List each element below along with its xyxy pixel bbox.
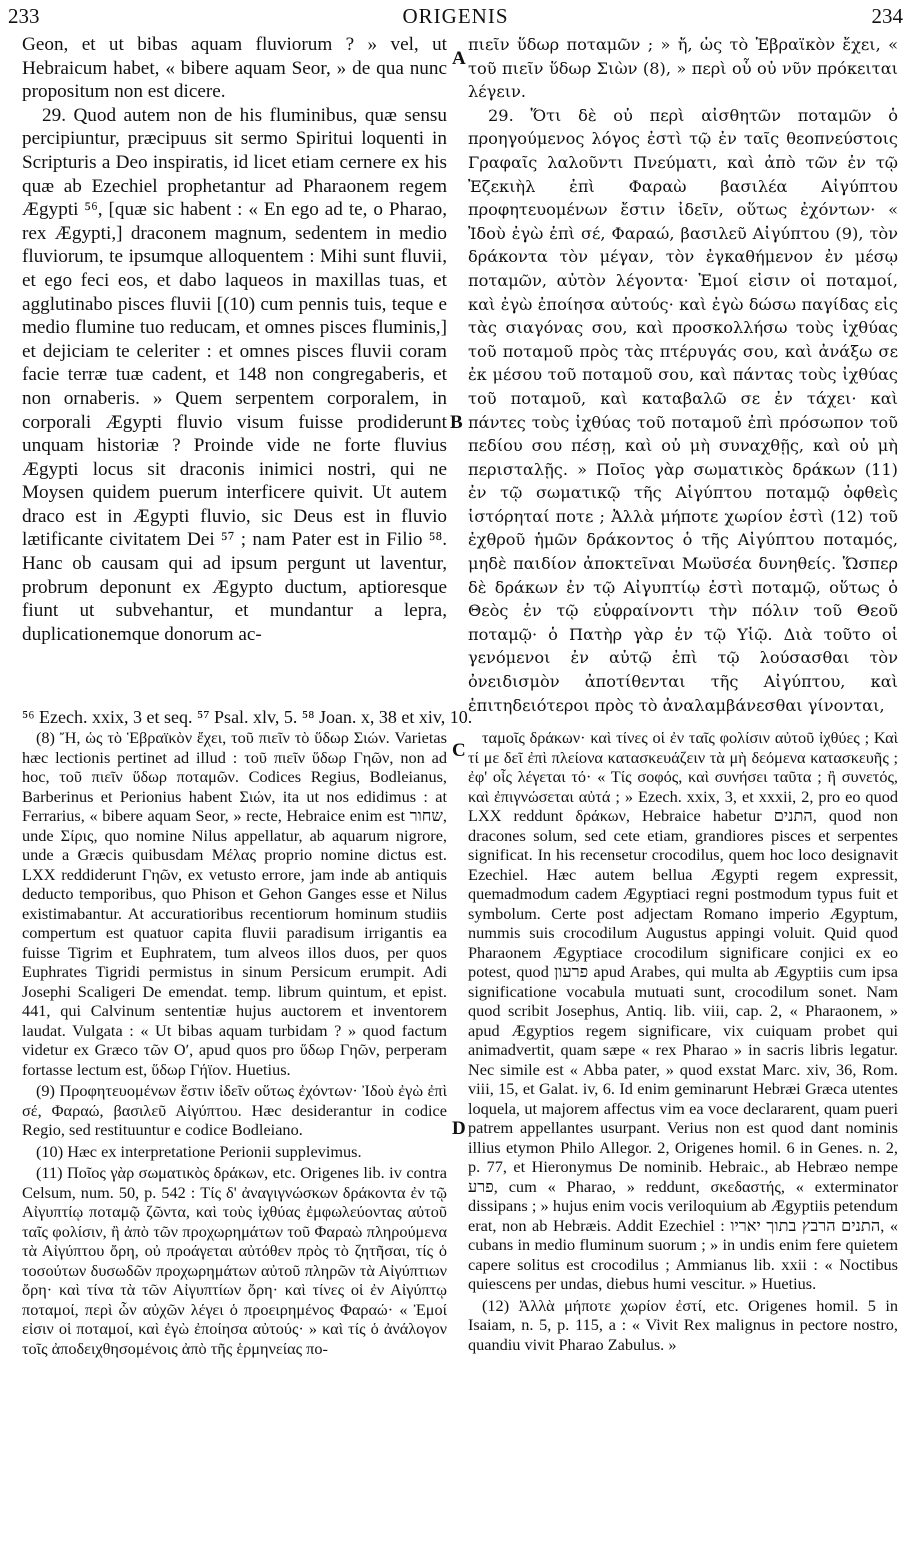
greek-paragraph-29: 29. Ὅτι δὲ οὐ περὶ αἰσθητῶν ποταμῶν ὁ προηγούμενος λόγος ἐστὶ τῷ ἐν ταῖς θεοπνεύστοις Γραφαῖς λαλοῦντι Πνεύματι, καὶ ἀπὸ τῶν ἐν τῷ Ἐζεκιὴλ ἐπὶ Φαραὼ βασιλέα Αἰγύπτου προφητευομένων ἔστιν ἰδεῖν, οὕτως ἐχόντων· « Ἰδοὺ ἐγὼ ἐπὶ σέ, Φαραώ, βασιλεῦ Αἰγύπτου (9), τὸν δράκοντα τὸν μέγαν, τὸν ἐγκαθήμενον ἐν μέσῳ ποταμῶν, αὐτὸν λέγοντα· Ἐμοί εἰσιν οἱ ποταμοί, καὶ ἐγὼ ἐποίησα αὐτούς· καὶ ἐγὼ δώσω παγίδας εἰς τὰς σιαγόνας σου, καὶ προσκολλήσω τοὺς ἰχθύας τοῦ ποταμοῦ πρὸς τὰς πτέρυγάς σου, καὶ ἀνάξω σε ἐκ μέσου τοῦ ποταμοῦ σου, καὶ πάντας τοὺς ἰχθύας τοῦ ποταμοῦ, καὶ καταβαλῶ σε ἐν τάχει· καὶ πάντες τοὺς ἰχθύας τοῦ ποταμοῦ ἐπὶ πρόσωπον τοῦ πεδίου σου πέσῃ, καὶ οὐ μὴ συναχθῇς, καὶ οὐ μὴ περισταλῇς. » Ποῖος γὰρ σωματικὸς δράκων (11) ἐν τῷ σωματικῷ τῆς Αἰγύπτου ποταμῷ ὀφθεὶς ἱστόρηταί ποτε ; Ἀλλὰ μήποτε χωρίον ἐστὶ (12) τοῦ ἐχθροῦ ἡμῶν δράκοντος ὁ τῆς Αἰγύπτου ποταμός, μηδὲ παιδίον ἀποκτεῖναι Μωϋσέα δυνηθείς. Ὥσπερ δὲ δράκων ἐν τῷ Αἰγυπτίῳ ἐστὶ ποταμῷ, οὕτως ὁ Θεὸς ἐν τῷ εὐφραίνοντι τὴν πόλιν τοῦ Θεοῦ ποταμῷ· ὁ Πατὴρ γὰρ ἐν τῷ Υἱῷ. Διὰ τοῦτο οἱ γενόμενοι ἐν αὐτῷ ἐπὶ τῷ λούσασθαι τὸν ὀνειδισμὸν ἀποτίθενται τῆς Αἰγύπτου, καὶ ἐπιτηδειότεροι πρὸς τὸ ἀναλαμβάνεσθαι γίνονται, [468, 105, 898, 715]
note-11-continued: ταμοῖς δράκων· καὶ τίνες οἱ ἐν ταῖς φολίσιν αὐτοῦ ἰχθύες ; Καὶ τί με δεῖ ἐπὶ πλείονα κατασκευάζειν τὰ μὴ δεόμενα κατασκευῆς ; ἐφ' οἷς λέγεται τό· « Τίς σοφός, καὶ συνήσει ταῦτα ; ἢ συνετός, καὶ ἐπιγνώσεται αὐτά ; » Ezech. xxix, 3, et xxxii, 2, pro eo quod LXX reddunt δράκων, Hebraice habetur התנים, quod non dracones solum, sed cete etiam, grandiores pisces et serpentes significat. In his recensetur crocodilus, quem hoc loco designavit Ezechiel. Hæc autem bellua Ægypti regem expressit, quemadmodum cadem Ægyptiaci regni postmodum typus fuit et symbolum. Certe post adjectam Romano imperio Ægyptum, nummis suis crocodilum Augustus appingi voluit. Quid quod Pharaonem Ægyptiace crocodilum significare conjici ex eo potest, quod פרעון apud Arabes, qui multa ab Ægyptiis cum ipsa significatione vocabula mutuati sunt, crocodilum sonet. Nam quod scribit Josephus, Antiq. lib. viii, cap. 2, « Pharaonem, » apud Ægyptios regem significare, vix cuiquam probet qui animadvertit, quam sæpe « rex Pharao » in sacris libris legatur. Nec simile est « Abba pater, » quod exstat Marc. xiv, 36, Rom. viii, 15, et Galat. iv, 6. Id enim geminarunt Hebræi Græca utentes loquela, ut majorem affectus vim ea voce declararent, quam pueri patrem appellantes usurpant. Verius non est quod dant nominis illius etymon Philo Allegor. 2, Origenes homil. 6 in Genes. n. 2, p. 77, et Hieronymus De nominib. Hebraic., ab Hebræo nempe פרע, cum « Pharao, » reddunt, σκεδαστής, « exterminator dissipans ; » hujus enim vocis veriloquium ab Ægyptiis petendum erat, non ab Hebræis. Addit Ezechiel : התנים הרבץ בתוך יאריו, « cubans in medio fluminum suorum ; » in undis enim fere quietem capere solitus est crocodilus ; Ammianus lib. xxii : « Noctibus quiescens per undas, diebus humi vescitur. » Huetius. [468, 728, 898, 1293]
scripture-footnotes: ⁵⁶ Ezech. xxix, 3 et seq. ⁵⁷ Psal. xlv, 5. ⁵⁸ Joan. x, 38 et xiv, 10. [22, 707, 473, 727]
note-12: (12) Ἀλλὰ μήποτε χωρίον ἐστί, etc. Origenes homil. 5 in Isaiam, n. 5, p. 115, a : « Vivit Rex malignus in pectore nostro, quandiu vivit Pharao Zabulus. » [468, 1295, 898, 1354]
latin-paragraph-29: 29. Quod autem non de his fluminibus, quæ sensu percipiuntur, præcipuus sit sermo Spiritui loquenti in Scripturis a Deo inspiratis, id licet etiam cernere ex his quæ ab Ezechiel prophetantur ad Pharaonem regem Ægypti ⁵⁶, [quæ sic habent : « En ego ad te, o Pharao, rex Ægypti,] draconem magnum, sedentem in medio fluviorum, te ipsumque alloquentem : Mihi sunt fluvii, et ego feci eos, et dabo laqueos in maxillas tuas, et agglutinabo pisces fluvii [(10) cum pennis tuis, teque e medio flumine tuo reducam, et omnes pisces fluminis,] et dejiciam te celeriter : et omnes pisces fluvii coram facie terræ tuæ cadent, et 148 non congregaberis, et non ornaberis. » Quem serpentem corporalem, in corporali Ægypti fluvio visum fuisse prodiderunt unquam historiæ ? Proinde vide ne forte fluvius Ægypti locus sit draconis inimici nostri, qui ne Moysen quidem puerum interficere quivit. Ut autem draco est in Ægypti fluvio, sic Deus est in fluvio lætificante civitatem Dei ⁵⁷ ; nam Pater est in Filio ⁵⁸. Hanc ob causam qui ad ipsum pergunt ut laventur, probrum deponunt ex Ægypto ductum, aptioresque fiunt ut subvehantur, et mundantur a lepra, duplicationemque donorum ac- [22, 104, 447, 645]
notes-right-column [468, 728, 898, 1356]
margin-letter-a: A [452, 48, 466, 69]
greek-column [468, 33, 898, 717]
margin-letter-d: D [452, 1118, 466, 1139]
note-11: (11) Ποῖος γὰρ σωματικὸς δράκων, etc. Origenes lib. iv contra Celsum, num. 50, p. 542 : Τίς δ' ἀναγιγνώσκων δράκοντα ἐν τῷ Αἰγυπτίῳ ποταμῷ ζῶντα, καὶ τοὺς ἰχθύας ἐμφωλεύοντας αὐτοῦ ταῖς φολίσιν, ἢ ἀπὸ τῶν προχωρημάτων τοῦ Φαραὼ πληρούμενα τὰ Αἰγύπτου ὄρη, οὐ προάγεται αὐτόθεν πρὸς τὸ ζητῆσαι, τίς ὁ τοσούτων δυσωδῶν προχωρημάτων αὐτοῦ πληρῶν τὰ Αἰγύπτιων ὄρη· καὶ τίνα τὰ τῶν Αἰγυπτίων ὄρη· καὶ τίνες οἱ ἐν Αἰγύπτῳ ποταμοί, περὶ ὧν αὐχῶν λέγει ὁ προειρημένος Φαραώ· « Ἐμοί εἰσιν οἱ ποταμοί, καὶ ἐγὼ ἐποίησα αὐτούς· » καὶ τίς ὁ ἀνάλογον τοῖς ἀποδειχθησομένοις ἀπὸ τῆς ἑρμηνείας πο- [22, 1163, 447, 1358]
notes-left-column [22, 728, 447, 1360]
running-title: ORIGENIS [402, 4, 509, 28]
note-10: (10) Hæc ex interpretatione Perionii supplevimus. [36, 1141, 362, 1161]
page-number-left: 233 [8, 4, 40, 28]
greek-paragraph-intro: πιεῖν ὕδωρ ποταμῶν ; » ἤ, ὡς τὸ Ἑβραϊκὸν ἔχει, « τοῦ πιεῖν ὕδωρ Σιὼν (8), » περὶ οὗ οὐ νῦν πρόκειται λέγειν. [468, 35, 898, 102]
latin-column [22, 33, 447, 646]
margin-letter-b: B [450, 412, 463, 433]
page-number-right: 234 [871, 4, 903, 28]
page-header [8, 4, 903, 30]
latin-paragraph-intro: Geon, et ut bibas aquam fluviorum ? » vel, ut Hebraicum habet, « bibere aquam Seor, » de qua nunc propositum non est dicere. [22, 34, 447, 103]
note-9: (9) Προφητευομένων ἔστιν ἰδεῖν οὕτως ἐχόντων· Ἰδοὺ ἐγὼ ἐπὶ σέ, Φαραώ, βασιλεῦ Αἰγύπτου. Hæc desiderantur in codice Regio, sed restituuntur e codice Bodleiano. [22, 1081, 447, 1139]
note-8: (8) Ἤ, ὡς τὸ Ἑβραϊκὸν ἔχει, τοῦ πιεῖν τὸ ὕδωρ Σιών. Varietas hæc lectionis pertinet ad illud : τοῦ πιεῖν ὕδωρ Γηῶν, non ad hoc, τοῦ πιεῖν ὕδωρ ποταμῶν. Codices Regius, Bodleianus, Barberinus et Perionius habent Σιών, ita ut nos edidimus : at Ferrarius, « bibere aquam Seor, » recte, Hebraice enim est שחור, unde Σίρις, quo nomine Nilus appellatur, ab aquarum nigrore, unde a Græcis quibusdam Μέλας proprio nomine dictus est. LXX reddiderunt Γηῶν, ex vetusto errore, jam inde ab antiquis deducto temporibus, quo Phison et Gehon Ganges esse et Nilus existimabantur. At accuratioribus recentiorum hominum studiis compertum est quatuor capita fluvii paradisum irrigantis ea fuisse Tigrim et Euphratem, tum alveos illos duos, per quos Euphrates Tigridi permistus in sinum Persicum erumpit. Adi Josephi Scaligeri De emendat. temp. librum quintum, et epist. 441, qui Calvinum sententiæ hujus auctorem et inventorem laudat. Vulgata : « Ut bibas aquam turbidam ? » quod factum videtur ex Græco τῶν Οʹ, apud quos pro ὕδωρ Γηῶν, perperam fortasse lectum est, ὕδωρ Γήϊον. Huetius. [22, 728, 447, 1079]
margin-letter-c: C [452, 740, 466, 761]
